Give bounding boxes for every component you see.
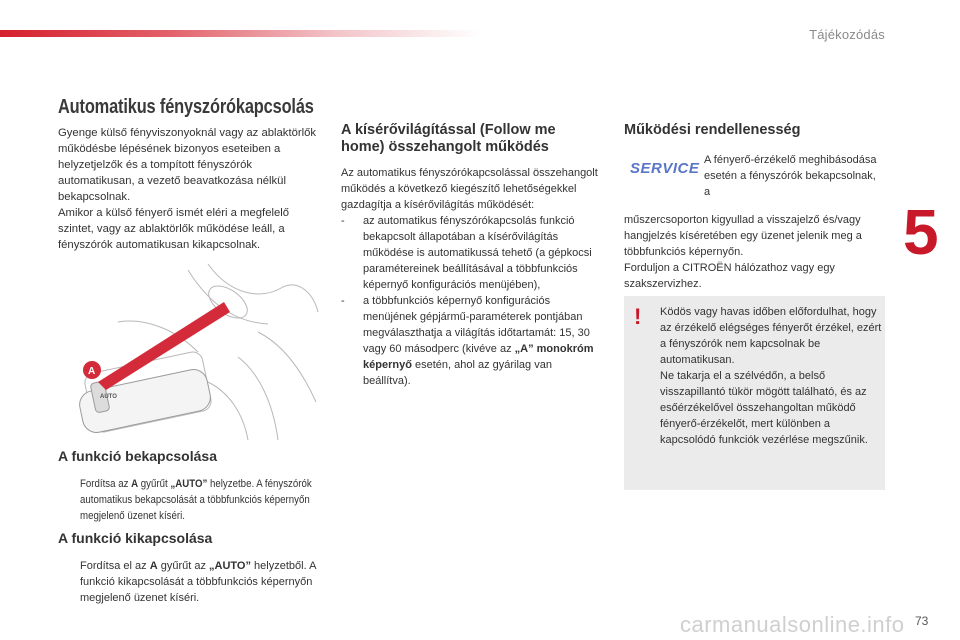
activation-section xyxy=(58,448,320,524)
activation-bullet xyxy=(58,476,320,524)
follow-me-item-2 xyxy=(341,293,601,389)
warning-paragraph-1: Ködös vagy havas időben előfordulhat, hogy az érzékelő elégséges fényerőt érzékel, ezért a fényszórók nem kapcsolnak be automatikusan. xyxy=(660,306,882,366)
dash-marker: - xyxy=(341,215,345,227)
follow-me-body xyxy=(341,165,601,389)
malfunction-paragraph-1: műszercsoporton kigyullad a visszajelző és/vagy hangjelzés kíséretében egy üzenet jelenik meg a többfunkciós képernyőn. xyxy=(624,214,862,258)
lighting-stalk-illustration xyxy=(58,262,320,442)
follow-me-item-2-text-1: a többfunkciós képernyő konfigurációs menüjének gépjármű-paraméterek pontjában megválaszthatja a világítás időtartamát: 15, 30 vagy 60 másodperc (kivéve az xyxy=(363,295,590,355)
follow-me-intro: Az automatikus fényszórókapcsolással összehangolt működés a következő kiegészítő lehetőségekkel gazdagítja a kísérővilágítás működését: xyxy=(341,167,598,211)
intro-paragraph-1: Gyenge külső fényviszonyoknál vagy az ablaktörlők működésbe lépésének bizonyos eseteiben a helyzetjelzők és a tompított fényszórók automatikusan, a vezető beavatkozása nélkül bekapcsolnak. xyxy=(58,127,317,203)
activation-title: A funkció bekapcsolása xyxy=(58,448,217,464)
activation-text-1: Fordítsa az xyxy=(80,478,132,490)
activation-bullet-text xyxy=(80,476,318,524)
warning-box xyxy=(624,296,885,490)
page-title: Automatikus fényszórókapcsolás xyxy=(58,96,314,118)
service-row xyxy=(624,152,886,208)
activation-auto: „AUTO” xyxy=(170,478,208,490)
follow-me-item-1-text: az automatikus fényszórókapcsolás funkció bekapcsolt állapotában a kísérővilágítás működése is automatikussá tehető (a gépkocsi paramétereinek beállításával a többfunkciós képernyő konfigurációs menüjében), xyxy=(363,215,592,291)
follow-me-title: A kísérővilágítással (Follow me home) összehangolt működés xyxy=(341,122,556,155)
deactivation-text-1: Fordítsa el az xyxy=(80,560,150,572)
dash-marker: - xyxy=(341,295,345,307)
deactivation-auto: „AUTO” xyxy=(209,560,251,572)
activation-ring-a: A xyxy=(131,478,139,490)
malfunction-title: Működési rendellenesség xyxy=(624,122,801,138)
activation-text-3: helyzetbe. A fényszórók automatikus bekapcsolását a többfunkciós képernyőn megjelenő üzenet kíséri. xyxy=(80,478,312,522)
follow-me-item-1 xyxy=(341,213,601,293)
service-text: A fényerő-érzékelő meghibásodása esetén a fényszórók bekapcsolnak, a xyxy=(704,154,877,198)
warning-paragraph-2: Ne takarja el a szélvédőn, a belső visszapillantó tükör mögött található, és az esőérzékelővel összehangoltan működő fényerő-érzékelőt, mert különben a kapcsolódó funkciók vezérlése megszűnik. xyxy=(660,370,868,446)
follow-me-item-2-bold: „A” monokróm képernyő xyxy=(363,343,594,371)
follow-me-item-2-text-2: esetén, ahol az gyárilag van beállítva). xyxy=(363,359,552,387)
warning-exclamation-icon: ! xyxy=(634,304,642,329)
callout-a-label: A xyxy=(88,366,96,377)
deactivation-bullet xyxy=(58,558,320,606)
watermark: carmanualsonline.info xyxy=(680,612,905,637)
malfunction-section xyxy=(624,122,886,292)
section-header: Tájékozódás xyxy=(809,27,885,42)
illustration-ring-label: AUTO xyxy=(100,394,117,400)
page-number: 73 xyxy=(915,614,929,628)
activation-text-2: gyűrűt xyxy=(138,478,171,490)
warning-text xyxy=(660,304,882,448)
intro-paragraph-2: Amikor a külső fényerő ismét eléri a megfelelő szintet, vagy az ablaktörlők működése leáll, a fényszórók automatikusan kikapcsolnak. xyxy=(58,207,290,251)
malfunction-paragraph-2: Forduljon a CITROËN hálózathoz vagy egy szakszervizhez. xyxy=(624,262,835,290)
stalk-drawing xyxy=(58,262,320,442)
service-warning-icon: SERVICE xyxy=(630,160,700,177)
malfunction-body xyxy=(624,212,886,292)
deactivation-section xyxy=(58,530,320,606)
intro-text xyxy=(58,125,320,253)
deactivation-text-2: gyűrűt az xyxy=(157,560,210,572)
deactivation-ring-a: A xyxy=(149,560,158,572)
chapter-number: 5 xyxy=(903,196,939,268)
header-accent-bar xyxy=(0,30,480,37)
deactivation-title: A funkció kikapcsolása xyxy=(58,530,213,546)
follow-me-home-section xyxy=(341,122,601,389)
deactivation-text-3: helyzetből. A funkció kikapcsolását a többfunkciós képernyőn megjelenő üzenet kíséri. xyxy=(80,560,316,604)
